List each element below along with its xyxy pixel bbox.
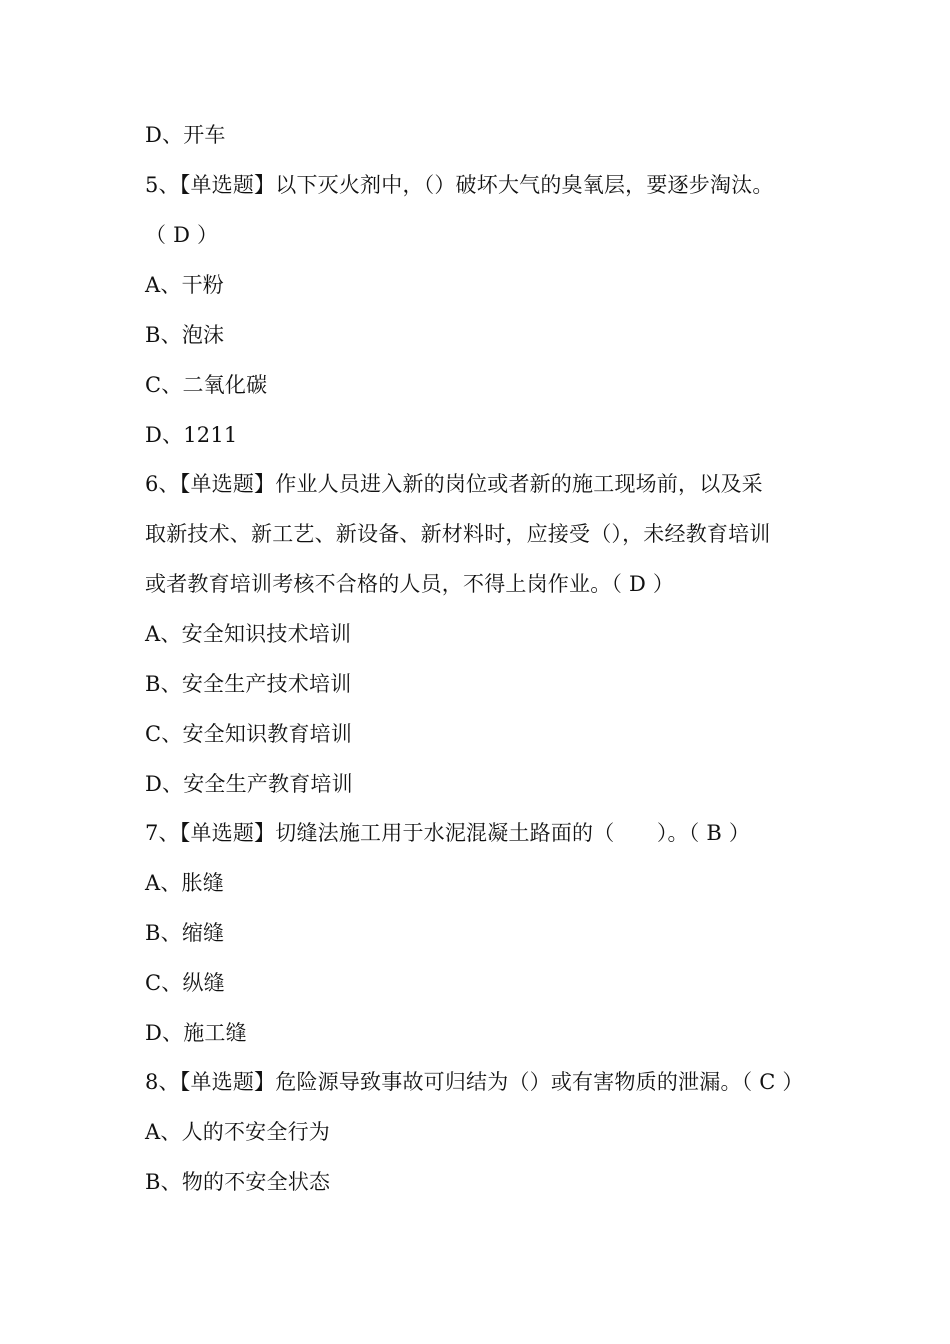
q5-question-text: 5、【单选题】以下灭火剂中，（）破坏大气的臭氧层，要逐步淘汰。 [145,173,774,197]
q6-question-line-3: 或者教育培训考核不合格的人员，不得上岗作业。（ D ） [145,572,675,596]
q5-option-c: C、二氧化碳 [145,373,268,397]
q7-option-c: C、纵缝 [145,971,225,995]
q4-option-d: D、开车 [145,123,226,147]
q6-question-line-1: 6、【单选题】作业人员进入新的岗位或者新的施工现场前，以及采 [145,472,763,496]
q7-question-text: 7、【单选题】切缝法施工用于水泥混凝土路面的（ ）。（ B ） [145,821,751,845]
q6-option-a: A、安全知识技术培训 [145,622,352,646]
q5-option-a: A、干粉 [145,273,224,297]
q7-option-a: A、胀缝 [145,871,224,895]
q6-question-line-2: 取新技术、新工艺、新设备、新材料时，应接受（），未经教育培训 [145,522,771,546]
q5-option-b: B、泡沫 [145,323,225,347]
q7-option-b: B、缩缝 [145,921,225,945]
q8-question-text: 8、【单选题】危险源导致事故可归结为（）或有害物质的泄漏。（ C ） [145,1070,804,1094]
q6-option-c: C、安全知识教育培训 [145,722,353,746]
q8-option-a: A、人的不安全行为 [145,1120,330,1144]
q5-option-d: D、1211 [145,423,238,447]
q5-answer: （ D ） [145,223,219,247]
q6-option-b: B、安全生产技术培训 [145,672,352,696]
q6-option-d: D、安全生产教育培训 [145,772,353,796]
q7-option-d: D、施工缝 [145,1021,247,1045]
q8-option-b: B、物的不安全状态 [145,1170,331,1194]
